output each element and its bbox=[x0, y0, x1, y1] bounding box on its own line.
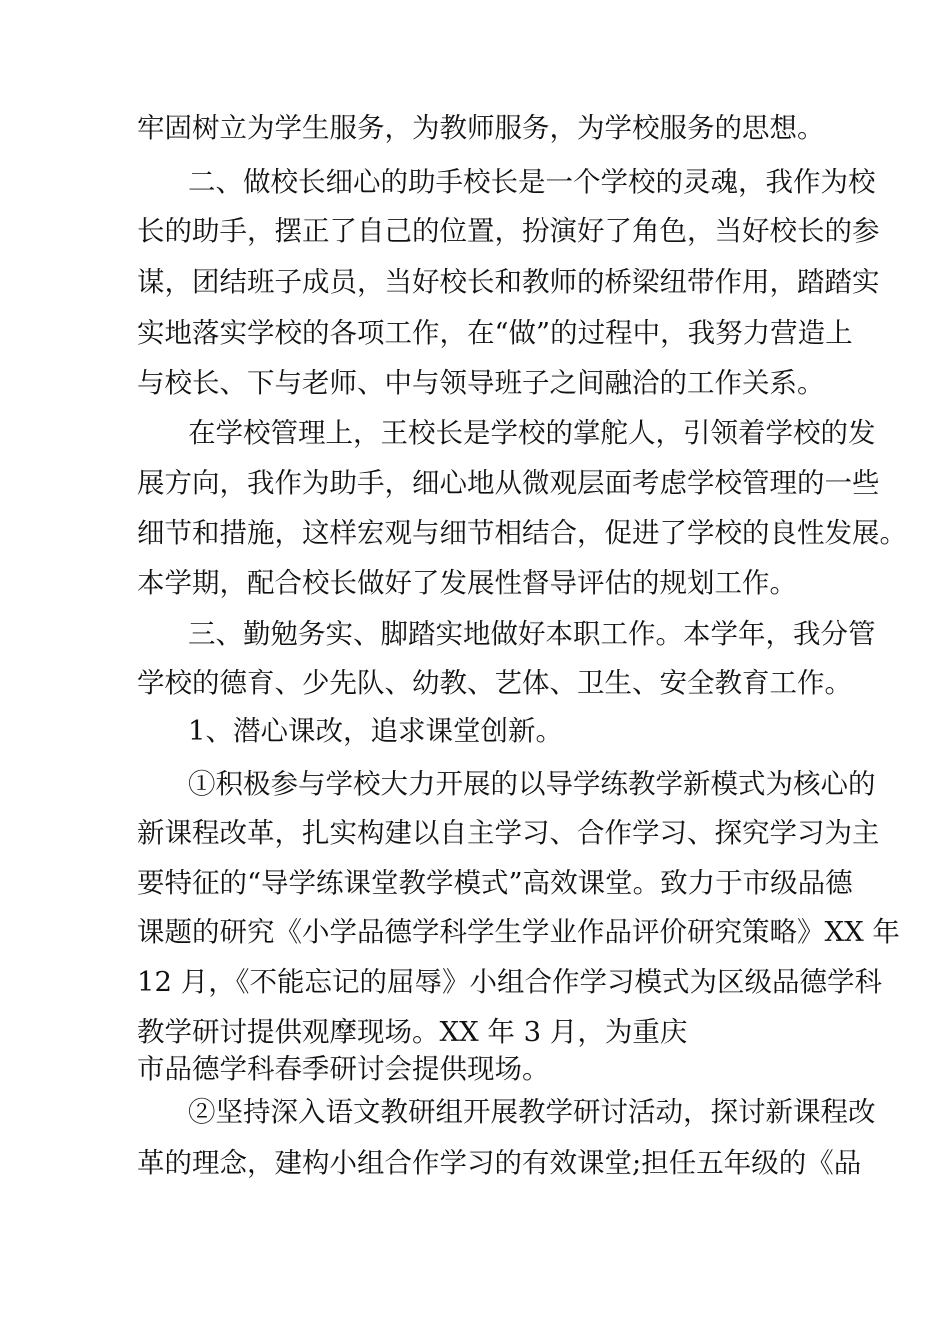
paragraph-line: 本学期，配合校长做好了发展性督导评估的规划工作。 bbox=[137, 567, 797, 599]
paragraph-line: 课题的研究《小学品德学科学生学业作品评价研究策略》XX 年 bbox=[137, 916, 900, 948]
paragraph-line: 细节和措施，这样宏观与细节相结合，促进了学校的良性发展。 bbox=[137, 517, 907, 549]
section-heading-line: 二、做校长细心的助手校长是一个学校的灵魂，我作为校 bbox=[188, 166, 876, 198]
paragraph-line: 革的理念，建构小组合作学习的有效课堂;担任五年级的《品 bbox=[137, 1147, 862, 1179]
paragraph-line: 谋，团结班子成员，当好校长和教师的桥梁纽带作用，踏踏实 bbox=[137, 266, 880, 298]
paragraph-line: 与校长、下与老师、中与领导班子之间融洽的工作关系。 bbox=[137, 367, 825, 399]
paragraph-line: 教学研讨提供观摩现场。XX 年 3 月，为重庆 bbox=[137, 1016, 688, 1048]
paragraph-line: 实地落实学校的各项工作，在“做”的过程中，我努力营造上 bbox=[137, 317, 853, 349]
section-heading-line: 三、勤勉务实、脚踏实地做好本职工作。本学年，我分管 bbox=[188, 618, 876, 650]
paragraph-line: 在学校管理上，王校长是学校的掌舵人，引领着学校的发 bbox=[188, 417, 876, 449]
paragraph-line: 牢固树立为学生服务，为教师服务，为学校服务的思想。 bbox=[137, 112, 825, 144]
paragraph-line: 展方向，我作为助手，细心地从微观层面考虑学校管理的一些 bbox=[137, 467, 880, 499]
paragraph-line: ②坚持深入语文教研组开展教学研讨活动，探讨新课程改 bbox=[188, 1096, 876, 1128]
paragraph-line: 市品德学科春季研讨会提供现场。 bbox=[137, 1053, 550, 1085]
paragraph-line: 新课程改革，扎实构建以自主学习、合作学习、探究学习为主 bbox=[137, 817, 880, 849]
paragraph-line: ①积极参与学校大力开展的以导学练教学新模式为核心的 bbox=[188, 768, 876, 800]
paragraph-line: 要特征的“导学练课堂教学模式”高效课堂。致力于市级品德 bbox=[137, 867, 853, 899]
paragraph-line: 长的助手，摆正了自己的位置，扮演好了角色，当好校长的参 bbox=[137, 215, 880, 247]
subsection-heading-line: 1、潜心课改，追求课堂创新。 bbox=[188, 715, 563, 747]
paragraph-line: 12 月，《不能忘记的屈辱》小组合作学习模式为区级品德学科 bbox=[137, 966, 882, 998]
paragraph-line: 学校的德育、少先队、幼教、艺体、卫生、安全教育工作。 bbox=[137, 667, 852, 699]
